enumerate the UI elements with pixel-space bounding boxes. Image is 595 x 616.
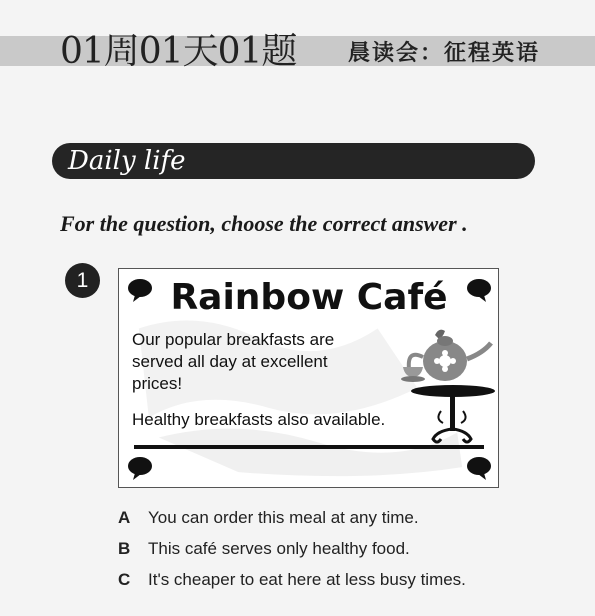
option-b[interactable] (118, 536, 578, 567)
option-text: You can order this meal at any time. (148, 508, 419, 527)
speech-bubble-icon (466, 455, 492, 481)
answer-options (118, 505, 578, 598)
section-label: Daily life (68, 146, 186, 176)
sign-text-healthy: Healthy breakfasts also available. (132, 410, 386, 429)
cafe-name: Rainbow Café (170, 277, 448, 318)
instruction-text: For the question, choose the correct answer . (60, 211, 468, 236)
sign-text-breakfasts: Our popular breakfasts are served all day at excellent prices! (132, 330, 335, 393)
header-subtitle: 晨读会：征程英语 (348, 40, 541, 66)
speech-bubble-icon (127, 455, 153, 481)
speech-bubble-icon (466, 277, 492, 303)
question-number-badge: 1 (65, 263, 100, 298)
speech-bubble-icon (127, 277, 153, 303)
option-a[interactable] (118, 505, 578, 536)
cafe-sign (118, 268, 499, 488)
option-letter: C (118, 570, 131, 589)
option-text: It's cheaper to eat here at less busy times. (148, 570, 466, 589)
option-letter: A (118, 508, 131, 527)
page-title: 01周01天01题 (60, 31, 297, 72)
option-letter: B (118, 539, 131, 558)
option-text: This café serves only healthy food. (148, 539, 410, 558)
option-c[interactable] (118, 567, 578, 598)
section-banner (52, 143, 535, 179)
teapot-icon (401, 323, 496, 449)
